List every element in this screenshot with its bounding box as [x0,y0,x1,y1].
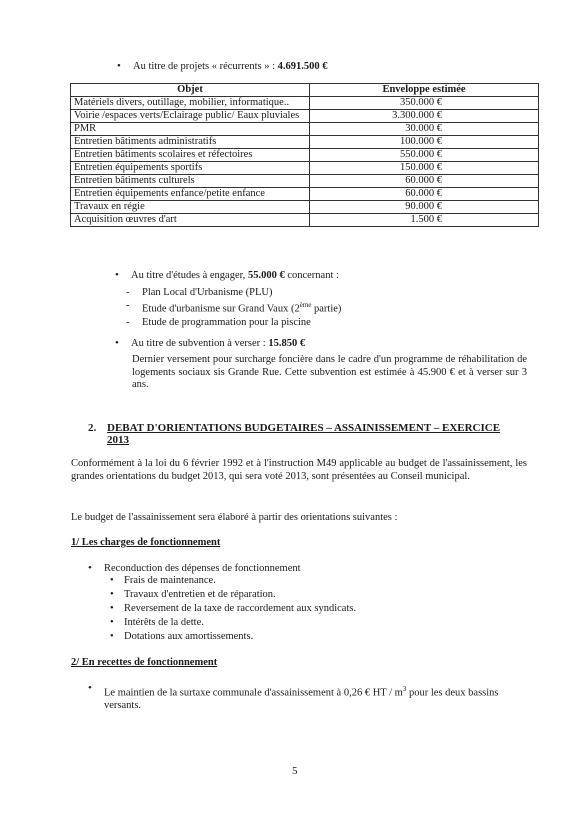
table-row [71,136,539,149]
table-row [71,162,539,175]
cell-enveloppe: 100.000 € [310,136,539,149]
cell-objet: Matériels divers, outillage, mobilier, informatique.. [71,97,310,110]
orientation-paragraph: Le budget de l'assainissement sera élaboré à partir des orientations suivantes : [71,512,398,523]
subsidy-amount: 15.850 € [268,338,306,349]
table-row [71,97,539,110]
list-item: - Etude de programmation pour la piscine [142,316,341,329]
cell-enveloppe: 30.000 € [310,123,539,136]
cell-enveloppe: 350.000 € [310,97,539,110]
studies-line [131,270,339,281]
cell-enveloppe: 90.000 € [310,201,539,214]
cell-objet: Entretien équipements sportifs [71,162,310,175]
list-item: • Frais de maintenance. [124,574,356,588]
subsidy-text: Dernier versement pour surcharge foncière dans le cadre d'un programme de réhabilitation de logements sociaux sis Grande Rue. Cette subvention est estimée à 45.900 € et à verser sur 3 ans. [132,354,527,390]
intro-paragraph: Conformément à la loi du 6 février 1992 et à l'instruction M49 applicable au budget de l'assainissement, les grandes orientations du budget 2013, qui sera voté 2013, sont présentées au Conseil municipal. [71,458,527,482]
cell-enveloppe: 60.000 € [310,188,539,201]
cell-objet: Entretien bâtiments administratifs [71,136,310,149]
table-row [71,110,539,123]
table-row [71,201,539,214]
studies-amount: 55.000 € [247,270,285,281]
studies-label: Au titre d'études à engager, [131,270,248,281]
cell-objet: Entretien équipements enfance/petite enfance [71,188,310,201]
cell-enveloppe: 1.500 € [310,214,539,227]
list-item: • Dotations aux amortissements. [124,630,356,644]
table-row [71,123,539,136]
list-item: • Intérêts de la dette. [124,616,356,630]
cell-objet: Acquisition œuvres d'art [71,214,310,227]
header-enveloppe: Enveloppe estimée [310,84,539,97]
list-item: - Plan Local d'Urbanisme (PLU) [142,286,341,299]
cell-enveloppe: 550.000 € [310,149,539,162]
recettes-text: • Le maintien de la surtaxe communale d'assainissement à 0,26 € HT / $m^3$ pour les deux bassins versants. [104,683,528,713]
studies-list [142,286,341,329]
cell-objet: Travaux en régie [71,201,310,214]
budget-table [70,83,539,227]
subsidy-line [131,338,305,349]
recurring-label: Au titre de projets « récurrents » : [133,61,278,72]
section-number: 2. [88,422,97,434]
cell-objet: PMR [71,123,310,136]
cell-enveloppe: 3.300.000 € [310,110,539,123]
recettes-heading: 2/ En recettes de fonctionnement [71,657,218,668]
studies-suffix: concernant : [284,270,339,281]
cell-objet: Entretien bâtiments scolaires et réfectoires [71,149,310,162]
cell-enveloppe: 150.000 € [310,162,539,175]
page-number: 5 [292,765,298,777]
table-row [71,188,539,201]
recurring-projects-line [133,61,328,72]
charges-intro: • Reconduction des dépenses de fonctionnement [104,563,301,574]
header-objet: Objet [71,84,310,97]
cell-objet: Entretien bâtiments culturels [71,175,310,188]
cell-enveloppe: 60.000 € [310,175,539,188]
cell-objet: Voirie /espaces verts/Eclairage public/ Eaux pluviales [71,110,310,123]
recurring-amount: 4.691.500 € [277,61,328,72]
table-row [71,149,539,162]
subsidy-label: Au titre de subvention à verser : [131,338,269,349]
list-item: • Reversement de la taxe de raccordement aux syndicats. [124,602,356,616]
table-row [71,175,539,188]
table-row [71,214,539,227]
section-title: DEBAT D'ORIENTATIONS BUDGETAIRES – ASSAINISSEMENT – EXERCICE 2013 [107,422,501,446]
list-item: • Travaux d'entretien et de réparation. [124,588,356,602]
list-item: - Etude d'urbanisme sur Grand Vaux (2ème partie) [142,299,341,316]
charges-heading: 1/ Les charges de fonctionnement [71,537,221,548]
charges-list [124,574,356,644]
table-header-row [71,84,539,97]
